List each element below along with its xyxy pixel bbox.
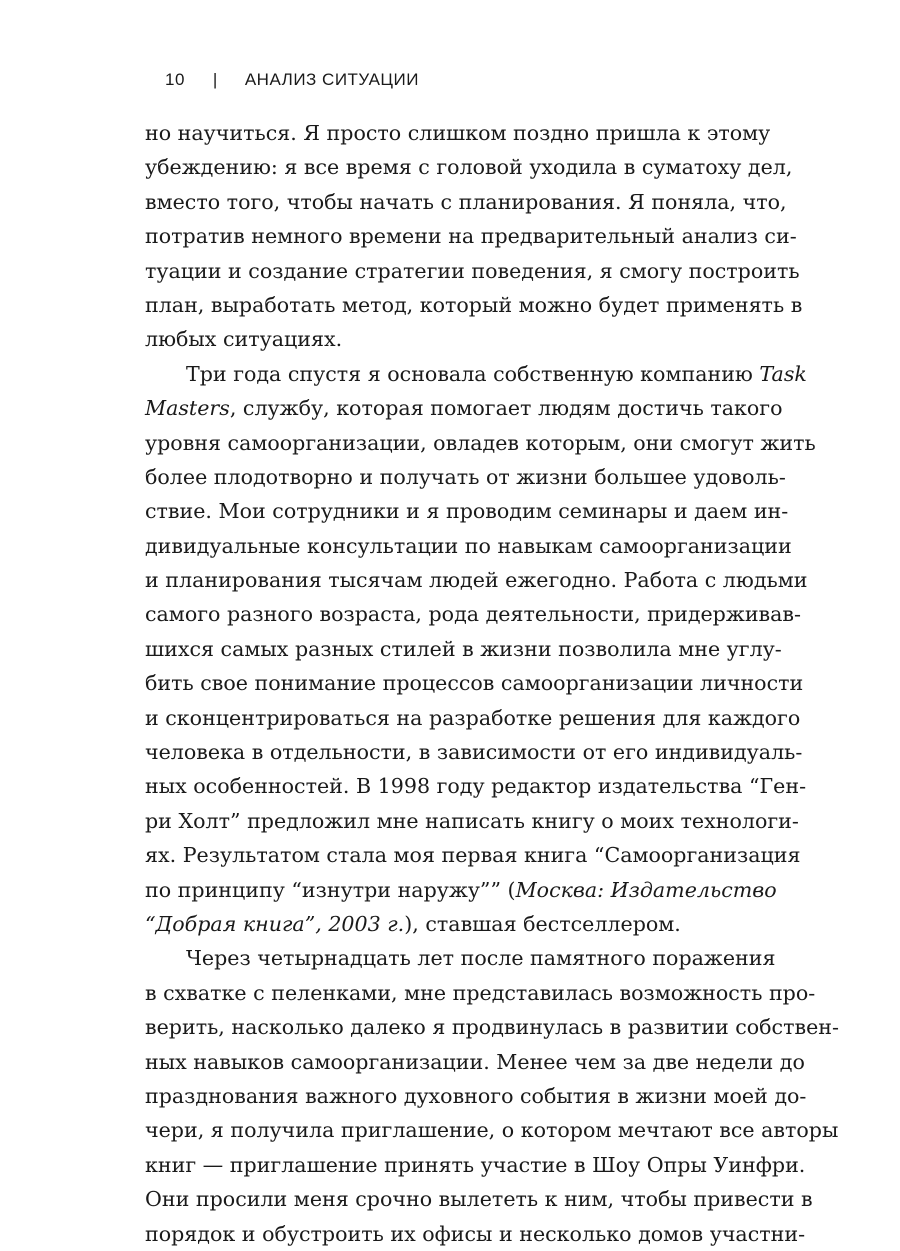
text-line [145, 804, 799, 838]
text-line [145, 632, 782, 666]
line-text: в схватке с пеленками, мне представилась возможность про- [145, 980, 816, 1005]
line-text: и планирования тысячам людей ежегодно. Работа с людьми [145, 568, 808, 593]
line-text: дивидуальные консультации по навыкам самоорганизации [145, 533, 792, 558]
line-text: уровня самоорганизации, овладев которым, они смогут жить [145, 430, 816, 455]
text-line [145, 116, 771, 150]
text-line [145, 322, 767, 356]
text-line [145, 563, 808, 597]
header-separator: | [212, 70, 218, 89]
text-line [145, 150, 793, 184]
text-line [145, 976, 816, 1010]
line-text: но научиться. Я просто слишком поздно пришла к этому [145, 121, 771, 145]
text-line [145, 357, 807, 391]
text-line [145, 1113, 839, 1147]
line-text: и сконцентрироваться на разработке решения для каждого [145, 705, 801, 730]
text-line [145, 254, 800, 288]
line-text: ), ставшая бестселлером. [404, 911, 681, 936]
line-text: Через четырнадцать лет после памятного поражения [186, 946, 776, 971]
section-title: АНАЛИЗ СИТУАЦИИ [244, 70, 419, 89]
line-text: потратив немного времени на предварительный анализ си- [145, 224, 797, 249]
line-text: чери, я получила приглашение, о котором мечтают все авторы [145, 1118, 839, 1143]
line-text: вместо того, чтобы начать с планирования. Я поняла, что, [145, 189, 787, 214]
text-line [145, 701, 801, 735]
text-line [145, 666, 804, 700]
line-text: ри Холт” предложил мне написать книгу о моих технологи- [145, 808, 799, 833]
line-text: по принципу “изнутри наружу”” ( [145, 877, 516, 902]
text-line [145, 769, 807, 803]
line-text: Три года спустя я основала собственную компанию [186, 361, 760, 386]
text-line [145, 941, 776, 975]
text-line [145, 1217, 806, 1251]
line-text: человека в отдельности, в зависимости от его индивидуаль- [145, 740, 803, 765]
line-text: самого разного возраста, рода деятельности, придерживав- [145, 602, 801, 627]
line-text: более плодотворно и получать от жизни большее удоволь- [145, 464, 786, 489]
text-line [145, 597, 801, 631]
line-text: бить свое понимание процессов самоорганизации личности [145, 671, 804, 696]
text-line [145, 1182, 813, 1216]
text-line [145, 1079, 807, 1113]
line-text: план, выработать метод, который можно будет применять в [145, 292, 803, 317]
line-text: книг — приглашение принять участие в Шоу Опры Уинфри. [145, 1152, 806, 1177]
text-line [145, 907, 767, 941]
text-line [145, 288, 803, 322]
italic-text: Task [759, 361, 807, 386]
line-text: туации и создание стратегии поведения, я смогу построить [145, 258, 800, 283]
running-header [165, 70, 419, 90]
text-line [145, 185, 787, 219]
text-line [145, 1010, 839, 1044]
line-text: шихся самых разных стилей в жизни позволила мне углу- [145, 636, 782, 661]
text-line [145, 735, 803, 769]
italic-text: “Добрая книга”, 2003 г. [145, 911, 405, 936]
text-line [145, 219, 797, 253]
line-text: , службу, которая помогает людям достичь такого [229, 396, 783, 421]
body-text [145, 116, 839, 1251]
line-text: ствие. Мои сотрудники и я проводим семинары и даем ин- [145, 499, 789, 524]
line-text: верить, насколько далеко я продвинулась в развитии собствен- [145, 1015, 839, 1040]
line-text: ных особенностей. В 1998 году редактор издательства “Ген- [145, 774, 807, 799]
text-line [145, 1045, 805, 1079]
line-text: ных навыков самоорганизации. Менее чем за две недели до [145, 1049, 805, 1074]
line-text: порядок и обустроить их офисы и несколько домов участни- [145, 1221, 806, 1246]
text-line [145, 529, 792, 563]
text-line [145, 391, 783, 425]
line-text: Они просили меня срочно вылететь к ним, чтобы привести в [145, 1187, 813, 1212]
italic-text: Masters [145, 396, 230, 421]
text-line [145, 873, 777, 907]
text-line [145, 494, 789, 528]
line-text: убеждению: я все время с головой уходила в суматоху дел, [145, 155, 793, 180]
text-line [145, 426, 816, 460]
line-text: любых ситуациях. [145, 327, 343, 352]
text-line [145, 1148, 806, 1182]
line-text: празднования важного духовного события в жизни моей до- [145, 1083, 807, 1108]
text-line [145, 460, 786, 494]
line-text: ях. Результатом стала моя первая книга “Самоорганизация [145, 843, 801, 868]
page-number: 10 [165, 70, 185, 89]
text-line [145, 838, 801, 872]
italic-text: Москва: Издательство [515, 877, 777, 902]
